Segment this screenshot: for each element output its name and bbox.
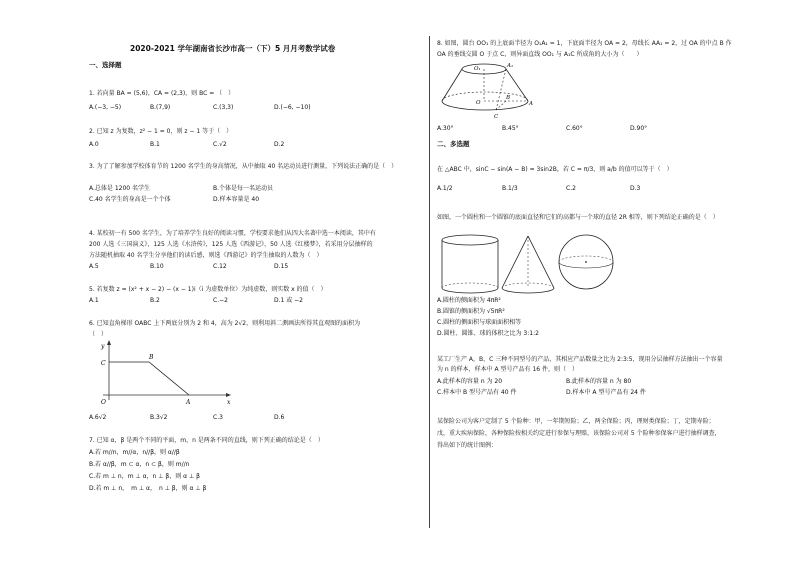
q4-line-3: 方法随机抽取 40 名学生分享他们的读后感，则选《西游记》的学生抽取的人数为（ ） [89,252,323,259]
segment-a1c [496,69,506,110]
q2-option-c: C.√2 [213,141,227,148]
label-o: O [101,399,106,406]
q4-option-d: D.15 [274,263,289,270]
left-generatrix [442,69,462,101]
q9-option-d: D.3 [630,185,641,192]
q10-option-c: C.圆柱的侧面积与球面面积相等 [437,319,522,326]
bottom-base-front [442,101,528,110]
q3-option-b: B.个体是每一名运动员 [213,185,274,192]
q1-option-a: A.(−3, −5) [89,104,122,111]
trapezoid-edge [109,362,189,395]
q6-option-a: A.6√2 [89,414,107,421]
sphere-center [585,261,587,263]
q10-solids-figure [440,232,620,296]
q5-stem: 5. 若复数 z = (x² + x − 2) − (x − 1)i（i 为虚数单位）为纯虚数，则实数 x 的值（ ） [89,286,327,293]
q4-line-2: 200 人选《三国演义》，125 人选《水浒传》，125 人选《西游记》，50 人选《红楼梦》，若采用分层抽样的 [89,241,373,248]
cylinder-top [442,235,498,245]
q8-line-1: 8. 如图，圆台 OO₁ 的上底面半径为 O₁A₁ = 1，下底面半径为 OA = 2，母线长 AA₁ = 2，过 OA 的中点 B 作 [437,40,732,47]
q7-option-b: B.若 α//β，m ⊂ α，n ⊂ β，则 m//n [89,461,190,468]
x-axis-arrow-icon [226,393,231,397]
section-multiple-choice: 二、多选题 [437,140,470,148]
q2-option-d: D.2 [274,141,285,148]
cylinder-bottom-front [442,288,498,293]
q5-option-c: C.−2 [213,297,228,304]
q3-stem: 3. 为了了解参加学校体育节的 1200 名学生的身高情况，从中抽取 40 名运动员进行测量，下列说法正确的是（ ） [89,163,398,170]
q12-line-3: 得出如下的统计图例： [437,442,498,449]
label-a1: A₁ [507,63,514,69]
label-a: A [529,101,533,107]
q1-option-d: D.(−6, −10) [274,104,311,111]
q7-option-d: D.若 m ⊥ n， m ⊥ α， n ⊥ β，则 α ⊥ β [89,485,207,492]
label-o: O [476,100,481,106]
q9-stem: 在 △ABC 中，sinC − sin(A − B) = 3sin2B，若 C = π/3，则 a/b 的值可以等于（ ） [437,166,673,173]
q7-stem: 7. 已知 α，β 是两个不同的平面，m，n 是两条不同的直线，则下列正确的结论是（ ） [89,437,324,444]
q9-option-a: A.1/2 [437,185,453,192]
cone-right [528,236,554,288]
q2-option-a: A.0 [89,141,99,148]
q8-frustum-figure [436,58,536,120]
q6-line-2: （ ） [89,331,108,338]
q6-line-1: 6. 已知直角梯形 OABC 上下两底分别为 2 和 4，高为 2√2，则利用斜二测画法所得其直观图的面积为 [89,320,361,327]
q8-option-c: C.60° [566,125,583,132]
bottom-base-back [442,92,528,101]
section-single-choice: 一、选择题 [89,61,122,69]
q9-option-b: B.1/3 [502,185,518,192]
q8-line-2: OA 的垂线交圆 O 于点 C，则异面直线 OO₁ 与 A₁C 所成角的大小为（ ） [437,51,643,58]
q3-option-d: D.样本容量是 40 [213,196,260,203]
q11-option-c: C.样本中 B 型号产品有 40 件 [437,389,517,396]
label-c: C [101,360,106,367]
q4-option-c: C.12 [213,263,227,270]
q7-option-c: C.若 m ⊥ n，m ⊥ α，n ⊥ β，则 α ⊥ β [89,473,200,480]
q5-option-a: A.1 [89,297,99,304]
q11-option-b: B.此样本的容量 n 为 80 [566,378,632,385]
label-o1: O₁ [474,66,481,72]
q11-option-a: A.此样本的容量 n 为 20 [437,378,503,385]
q1-stem: 1. 若向量 BA = (5,6)，CA = (2,3)，则 BC = （ ） [89,90,235,97]
q8-option-a: A.30° [437,125,454,132]
q6-trapezoid-figure [95,338,235,408]
y-axis-arrow-icon [107,340,111,345]
cone-base-front [502,288,554,293]
label-b: B [149,354,154,361]
q6-option-d: D.6 [274,414,285,421]
q6-option-b: B.3√2 [150,414,168,421]
q12-line-1: 某保险公司为客户定制了 5 个险种：甲，一年期短险；乙，两全保险；丙，理财类保险；丁，定期寿险； [437,418,715,425]
q10-option-b: B.圆锥的侧面积为 √5πR² [437,308,505,315]
q4-option-a: A.5 [89,263,99,270]
column-divider [429,36,430,528]
q10-option-a: A.圆柱的侧面积为 4πR² [437,297,501,304]
q2-stem: 2. 已知 z 为复数，z² − 1 = 0，则 z − 1 等于（ ） [89,128,233,135]
q9-option-c: C.2 [566,185,576,192]
label-c: C [494,114,499,120]
label-y: y [101,343,105,350]
q10-stem: 如图，一个圆柱和一个圆锥的底面直径和它们的高都与一个球的直径 2R 相等，则下列结论正确的是（ ） [437,214,719,221]
page-title: 2020-2021 学年湖南省长沙市高一（下）5 月月考数学试卷 [130,44,336,53]
q1-option-b: B.(7,9) [150,104,171,111]
q11-option-d: D.样本中 A 型号产品有 24 件 [566,389,646,396]
q10-option-d: D.圆柱、圆锥、球的体积之比为 3:1:2 [437,330,539,337]
q5-option-b: B.2 [150,297,160,304]
q12-line-2: 戊，重大疾病保险，各种保险按相关约定进行参保与理赔，该保险公司对 5 个险种参保客户进行抽样调查， [437,430,721,437]
cylinder-bottom-back [442,283,498,288]
q3-option-a: A.总体是 1200 名学生 [89,185,150,192]
q3-option-c: C.40 名学生的身高是一个个体 [89,196,171,203]
q8-option-b: B.45° [502,125,519,132]
label-a: A [186,399,191,406]
q8-option-d: D.90° [630,125,648,132]
label-b: B [506,95,511,101]
q5-option-d: D.1 或 −2 [274,297,304,304]
q6-option-c: C.3 [213,414,223,421]
q7-option-a: A.若 m//n，m//α，n//β，则 α//β [89,449,180,456]
q1-option-c: C.(3,3) [213,104,234,111]
label-x: x [227,399,231,406]
q11-line-2: 为 n 的样本，样本中 A 型号产品有 16 件，则（ ） [437,366,578,373]
cone-left [502,236,528,288]
q4-line-1: 4. 某校初一有 500 名学生，为了培养学生良好的阅读习惯，学校要求他们从四大名著中选一本阅读，其中有 [89,230,376,237]
q4-option-b: B.10 [150,263,164,270]
q11-line-1: 某工厂生产 A，B，C 三种不同型号的产品，其相应产品数量之比为 2:3:5，现用分层抽样方法抽出一个容量 [437,356,723,363]
q2-option-b: B.1 [150,141,160,148]
